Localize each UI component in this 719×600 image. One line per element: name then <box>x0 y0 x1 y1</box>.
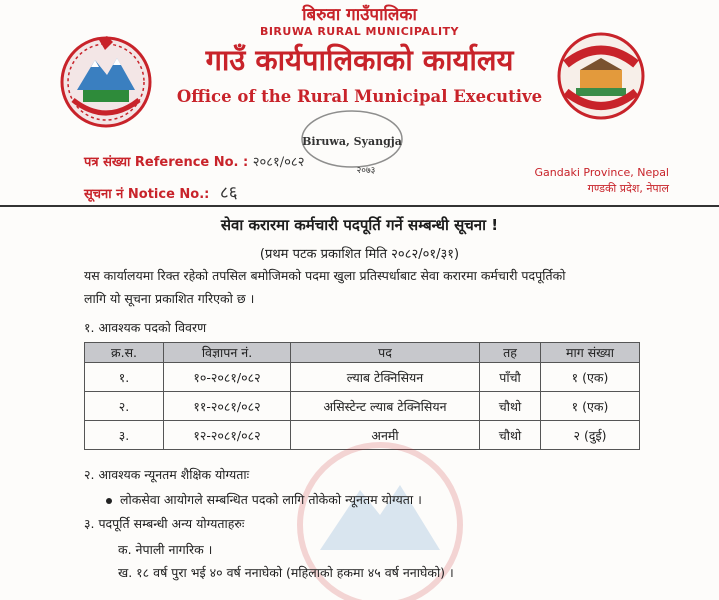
municipality-name-np: बिरुवा गाउँपालिका <box>302 5 417 25</box>
province-en: Gandaki Province, Nepal <box>534 166 669 179</box>
notice-number <box>84 180 238 203</box>
section-3-item-b: ख. १८ वर्ष पुरा भई ४० वर्ष ननाघेको (महिलाको हकमा ४५ वर्ष ननाघेको) । <box>118 565 454 580</box>
section-3-heading: ३. पदपूर्ति सम्बन्धी अन्य योग्यताहरुः <box>84 516 245 531</box>
municipality-name-en: BIRUWA RURAL MUNICIPALITY <box>259 25 460 38</box>
office-stamp <box>296 105 408 183</box>
stamp-address: Biruwa, Syangja <box>302 135 402 148</box>
office-name-en: Office of the Rural Municipal Executive <box>176 87 543 106</box>
cell-post: अनमी <box>291 421 480 450</box>
cell-demand: १ (एक) <box>541 392 640 421</box>
section-1-heading: १. आवश्यक पदको विवरण <box>84 320 207 335</box>
col-post: पद <box>291 343 480 363</box>
section-2-heading: २. आवश्यक न्यूनतम शैक्षिक योग्यताः <box>84 467 250 482</box>
notice-label: सूचना नं Notice No.: <box>84 187 210 202</box>
cell-demand: २ (दुई) <box>541 421 640 450</box>
publish-date: (प्रथम पटक प्रकाशित मिति २०८२/०१/३१) <box>259 247 460 262</box>
section-2-item <box>106 490 422 509</box>
notice-value: ८६ <box>219 183 238 203</box>
cell-demand: १ (एक) <box>541 363 640 392</box>
cell-serial: १. <box>85 363 164 392</box>
province-np: गण्डकी प्रदेश, नेपाल <box>587 182 669 195</box>
col-demand: माग संख्या <box>541 343 640 363</box>
table-row <box>85 392 640 421</box>
intro-line-1: यस कार्यालयमा रिक्त रहेको तपसिल बमोजिमको पदमा खुला प्रतिस्पर्धाबाट सेवा करारमा कर्मचारी पदपूर्तिको <box>84 268 566 283</box>
section-3-item-a: क. नेपाली नागरिक । <box>118 542 213 557</box>
cell-ad-no: १०-२०८१/०८२ <box>164 363 291 392</box>
cell-serial: ३. <box>85 421 164 450</box>
table-header-row <box>85 343 640 363</box>
svg-text:२०७३: २०७३ <box>356 166 376 176</box>
cell-ad-no: १२-२०८१/०८२ <box>164 421 291 450</box>
cell-post: असिस्टेन्ट ल्याब टेक्निसियन <box>291 392 480 421</box>
reference-label: पत्र संख्या Reference No. : <box>84 155 249 170</box>
reference-number <box>84 152 304 170</box>
cell-ad-no: ११-२०८१/०८२ <box>164 392 291 421</box>
cell-post: ल्याब टेक्निसियन <box>291 363 480 392</box>
bullet-icon <box>106 498 112 504</box>
col-serial: क्र.स. <box>85 343 164 363</box>
table-row <box>85 363 640 392</box>
office-name-np: गाउँ कार्यपालिकाको कार्यालय <box>205 43 514 77</box>
col-level: तह <box>480 343 541 363</box>
reference-value: २०८१/०८२ <box>252 155 305 170</box>
section-2-item-text: लोकसेवा आयोगले सम्बन्धित पदको लागि तोकेको न्यूनतम योग्यता । <box>120 492 422 507</box>
col-ad-no: विज्ञापन नं. <box>164 343 291 363</box>
cell-serial: २. <box>85 392 164 421</box>
intro-line-2: लागि यो सूचना प्रकाशित गरिएको छ । <box>84 291 255 306</box>
cell-level: पाँचौ <box>480 363 541 392</box>
cell-level: चौथो <box>480 421 541 450</box>
cell-level: चौथो <box>480 392 541 421</box>
header-divider <box>0 205 719 207</box>
notice-title: सेवा करारमा कर्मचारी पदपूर्ति गर्ने सम्बन्धी सूचना ! <box>220 216 499 234</box>
